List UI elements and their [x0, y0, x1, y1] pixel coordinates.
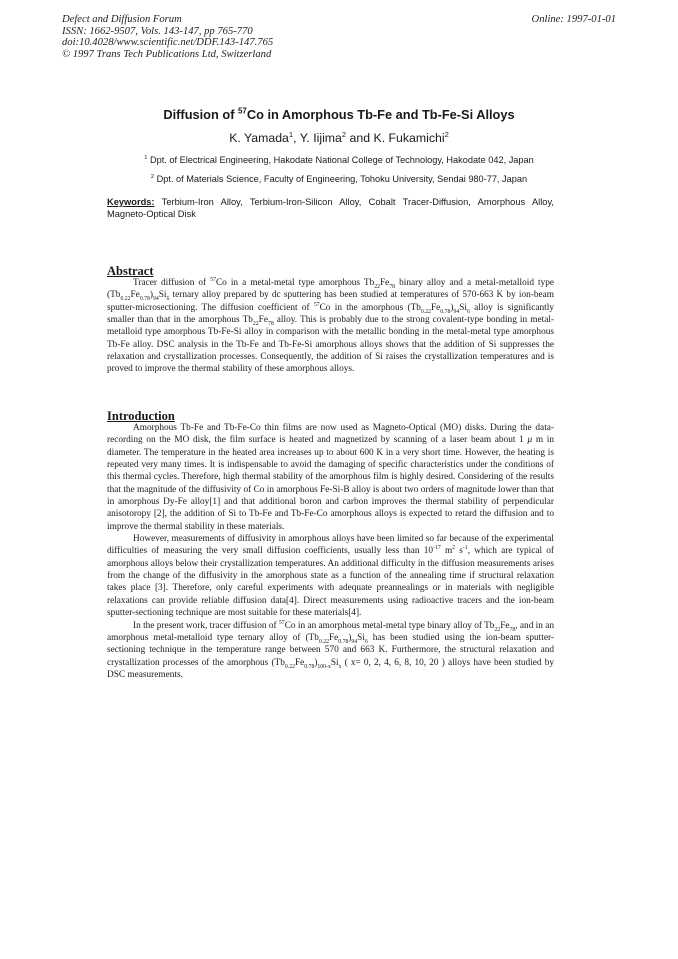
intro-paragraph-1: Amorphous Tb-Fe and Tb-Fe-Co thin films are now used as Magneto-Optical (MO) disks. During the data-recording on the MO disk, the film surface is heated and magnetized by scanning of a laser beam about 1 μ m in diameter. The temperature in the heated area increases up to about 600 K in a very short time. However, the heating is repeated very many times. It is indispensable to avoid the damaging of specific characteristics under the conditions of this thermal cycles. Therefore, high thermal stability of the amorphous film is highly desired. Considering of the results that the magnitude of the diffusivity of Co in amorphous Fe-Si-B alloy is about two orders of magnitude lower than that in amorphous Dy-Fe alloy[1] and that additional boron and carbon improves the thermal stability of perpendicular anisotoropy [2], the addition of Si to Tb-Fe and Tb-Fe-Co amorphous alloys is expected to retard the diffusion and to improve the thermal stability in these materials. — [107, 423, 554, 532]
keywords-label: Keywords: — [107, 197, 155, 207]
keywords-text: Terbium-Iron Alloy, Terbium-Iron-Silicon Alloy, Cobalt Tracer-Diffusion, Amorphous Alloy, Magneto-Optical Disk — [107, 197, 554, 219]
intro-paragraph-2: However, measurements of diffusivity in amorphous alloys have been limited so far because of the experimental difficulties of measuring the very small diffusion coefficients, usually less than $10^{-17}$ $m^2$ $s^{-1}$, which are typical of amorphous alloys below their crystallization temperatures. An additional difficulty in the diffusion measurements arises from the change of the diffusivity in the amorphous state as a function of the annealing time if structural relaxation takes place [3]. Therefore, only careful experiments with adequate preannealings or in materials with negligible relaxations can provide reliable diffusion data[4]. Direct measurements using radioactive tracers and the ion-beam sputter-sectioning technique are most suitable for these materials[4]. — [107, 534, 555, 619]
journal-header — [62, 14, 273, 60]
introduction-heading: Introduction — [107, 409, 175, 423]
affiliation-1: $^1$ Dpt. of Electrical Engineering, Hakodate National College of Technology, Hakodate 042, Japan — [144, 154, 534, 165]
online-date-text: Online: 1997-01-01 — [531, 14, 616, 25]
keywords — [107, 196, 554, 220]
author-1: K. Yamada — [229, 131, 289, 145]
issn-line: ISSN: 1662-9507, Vols. 143-147, pp 765-770 — [62, 25, 253, 37]
copyright-line: © 1997 Trans Tech Publications Ltd, Switzerland — [62, 48, 272, 60]
paper-title: Diffusion of $^{57}$Co in Amorphous Tb-Fe and Tb-Fe-Si Alloys — [163, 106, 515, 122]
introduction-body — [107, 422, 554, 681]
journal-name: Defect and Diffusion Forum — [62, 14, 182, 25]
abstract-body — [107, 277, 554, 376]
abstract-heading: Abstract — [107, 264, 154, 278]
online-date — [532, 14, 616, 26]
doi-line: doi:10.4028/www.scientific.net/DDF.143-147.765 — [62, 37, 274, 49]
abstract-paragraph: Tracer diffusion of $^{57}$Co in a metal-metal type amorphous $Tb_{22}Fe_{78}$ binary alloy and a metal-metalloid type $(Tb_{0.22}Fe_{0.78})_{94}Si_6$ ternary alloy prepared by dc sputtering has been studied at temperatures of 570-663 K by ion-beam sputter-microsectioning. The diffusion coefficient of $^{57}$Co in the amorphous $(Tb_{0.22}Fe_{0.78})_{94}Si_6$ alloy is significantly smaller than that in the amorphous $Tb_{22}Fe_{78}$ alloy. This is probably due to the strong covalent-type bonding in metal-metalloid type amorphous Tb-Fe-Si alloy in comparison with the metallic bonding in the metal-metal type amorphous Tb-Fe alloy. DSC analysis in the Tb-Fe and Tb-Fe-Si amorphous alloys shows that the addition of Si suppresses the relaxation and crystallization processes. Consequently, the addition of Si raises the crystallization temperatures and is proved to improve the thermal stability of these amorphous alloys. — [107, 276, 555, 375]
author-list: K. Yamada$^1$, Y. Iijima$^2$ and K. Fukamichi$^2$ — [229, 129, 449, 145]
author-2: Y. Iijima — [299, 131, 342, 145]
affiliation-2: $^2$ Dpt. of Materials Science, Faculty of Engineering, Tohoku University, Sendai 980-77, Japan — [150, 173, 528, 184]
intro-paragraph-3: In the present work, tracer diffusion of $^{57}$Co in an amorphous metal-metal type binary alloy of $Tb_{22}Fe_{78}$, and in an amorphous metal-metalloid type ternary alloy of $(Tb_{0.22}Fe_{0.78})_{94}Si_6$ has been studied using the ion-beam sputter-sectioning technique in the temperature range between 570 and 663 K. Furthermore, the structural relaxation and crystallization processes of the amorphous $(Tb_{0.22}Fe_{0.78})_{100-x}Si_x$ ( x= 0, 2, 4, 6, 8, 10, 20 ) alloys have been studied by DSC measurements. — [107, 619, 555, 680]
author-3: K. Fukamichi — [373, 131, 445, 145]
